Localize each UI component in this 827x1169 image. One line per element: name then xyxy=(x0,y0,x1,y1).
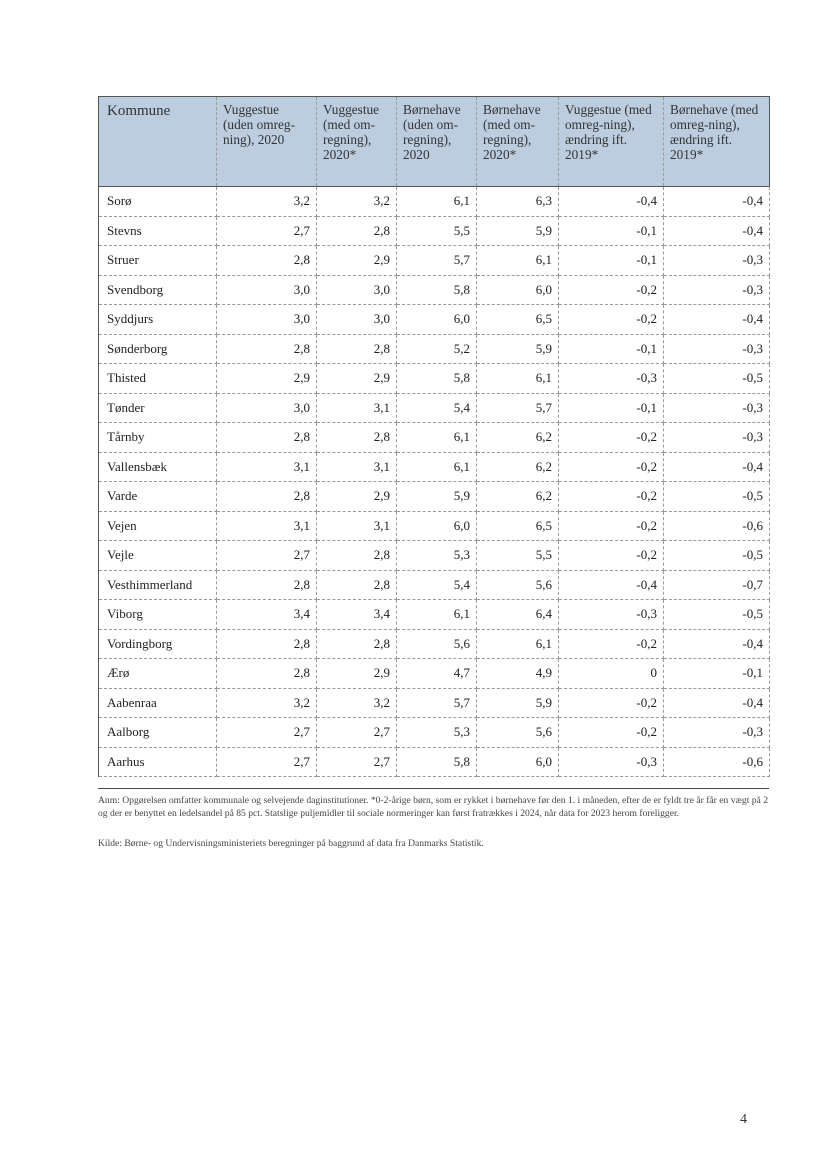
column-header: Vuggestue (uden omreg-ning), 2020 xyxy=(217,97,317,187)
value-cell: 6,0 xyxy=(477,275,559,305)
value-cell: 5,6 xyxy=(477,718,559,748)
kommune-cell: Stevns xyxy=(99,216,217,246)
value-cell: -0,1 xyxy=(559,334,664,364)
table-row xyxy=(99,629,770,659)
table-row xyxy=(99,393,770,423)
value-cell: 6,1 xyxy=(477,364,559,394)
value-cell: -0,1 xyxy=(664,659,770,689)
value-cell: 3,1 xyxy=(317,452,397,482)
value-cell: 2,8 xyxy=(317,629,397,659)
value-cell: 2,8 xyxy=(317,570,397,600)
value-cell: 6,0 xyxy=(477,747,559,777)
value-cell: 6,1 xyxy=(477,246,559,276)
value-cell: 5,5 xyxy=(477,541,559,571)
value-cell: -0,2 xyxy=(559,305,664,335)
value-cell: -0,2 xyxy=(559,688,664,718)
value-cell: -0,1 xyxy=(559,246,664,276)
value-cell: 2,8 xyxy=(217,482,317,512)
kommune-cell: Viborg xyxy=(99,600,217,630)
value-cell: 2,8 xyxy=(317,216,397,246)
table-row xyxy=(99,305,770,335)
value-cell: -0,3 xyxy=(559,747,664,777)
value-cell: 6,1 xyxy=(397,187,477,217)
value-cell: 5,6 xyxy=(477,570,559,600)
value-cell: 6,2 xyxy=(477,423,559,453)
value-cell: -0,4 xyxy=(664,629,770,659)
value-cell: 2,8 xyxy=(217,246,317,276)
value-cell: -0,4 xyxy=(664,305,770,335)
table-row xyxy=(99,511,770,541)
table-row xyxy=(99,688,770,718)
value-cell: -0,4 xyxy=(559,187,664,217)
value-cell: -0,1 xyxy=(559,216,664,246)
value-cell: -0,4 xyxy=(664,187,770,217)
value-cell: 2,8 xyxy=(317,423,397,453)
value-cell: 6,3 xyxy=(477,187,559,217)
value-cell: 5,7 xyxy=(397,246,477,276)
value-cell: -0,2 xyxy=(559,452,664,482)
value-cell: 6,5 xyxy=(477,305,559,335)
value-cell: 3,0 xyxy=(217,305,317,335)
value-cell: -0,4 xyxy=(559,570,664,600)
value-cell: 6,1 xyxy=(397,423,477,453)
kommune-cell: Ærø xyxy=(99,659,217,689)
column-header: Børnehave (med omreg-ning), ændring ift. 2019* xyxy=(664,97,770,187)
value-cell: 3,4 xyxy=(217,600,317,630)
value-cell: 3,1 xyxy=(217,511,317,541)
value-cell: -0,3 xyxy=(559,600,664,630)
value-cell: 3,2 xyxy=(217,688,317,718)
column-header: Børnehave (uden om-regning), 2020 xyxy=(397,97,477,187)
table-source: Kilde: Børne- og Undervisningsministeriets beregninger på baggrund af data fra Danmarks Statistik. xyxy=(98,838,484,849)
value-cell: -0,6 xyxy=(664,511,770,541)
value-cell: 3,4 xyxy=(317,600,397,630)
value-cell: 2,9 xyxy=(317,364,397,394)
value-cell: -0,5 xyxy=(664,600,770,630)
value-cell: 6,1 xyxy=(397,452,477,482)
value-cell: -0,1 xyxy=(559,393,664,423)
kommune-cell: Aalborg xyxy=(99,718,217,748)
column-header: Børnehave (med om-regning), 2020* xyxy=(477,97,559,187)
value-cell: 2,7 xyxy=(217,747,317,777)
value-cell: 5,9 xyxy=(477,334,559,364)
value-cell: 3,2 xyxy=(317,688,397,718)
table-row xyxy=(99,600,770,630)
table-row xyxy=(99,423,770,453)
value-cell: -0,2 xyxy=(559,423,664,453)
kommune-cell: Sorø xyxy=(99,187,217,217)
value-cell: 5,3 xyxy=(397,718,477,748)
value-cell: 3,2 xyxy=(317,187,397,217)
value-cell: 3,0 xyxy=(317,305,397,335)
value-cell: 2,7 xyxy=(217,216,317,246)
column-header: Vuggestue (med omreg-ning), ændring ift. 2019* xyxy=(559,97,664,187)
value-cell: 6,5 xyxy=(477,511,559,541)
page-number: 4 xyxy=(740,1112,747,1127)
kommune-cell: Vordingborg xyxy=(99,629,217,659)
kommune-cell: Vejle xyxy=(99,541,217,571)
kommune-cell: Thisted xyxy=(99,364,217,394)
value-cell: 0 xyxy=(559,659,664,689)
value-cell: -0,2 xyxy=(559,482,664,512)
value-cell: 6,1 xyxy=(477,629,559,659)
kommune-cell: Tønder xyxy=(99,393,217,423)
table-row xyxy=(99,570,770,600)
value-cell: 6,2 xyxy=(477,482,559,512)
value-cell: 5,9 xyxy=(397,482,477,512)
kommune-cell: Sønderborg xyxy=(99,334,217,364)
value-cell: 5,8 xyxy=(397,275,477,305)
value-cell: 3,2 xyxy=(217,187,317,217)
column-header: Vuggestue (med om-regning), 2020* xyxy=(317,97,397,187)
value-cell: 2,8 xyxy=(217,570,317,600)
value-cell: 6,0 xyxy=(397,511,477,541)
value-cell: -0,2 xyxy=(559,511,664,541)
value-cell: 2,7 xyxy=(317,718,397,748)
table-row xyxy=(99,747,770,777)
footnote-divider xyxy=(98,788,769,789)
value-cell: -0,3 xyxy=(664,246,770,276)
table-row xyxy=(99,718,770,748)
value-cell: -0,3 xyxy=(664,393,770,423)
table-row xyxy=(99,275,770,305)
value-cell: 2,9 xyxy=(217,364,317,394)
kommune-cell: Vallensbæk xyxy=(99,452,217,482)
value-cell: 5,3 xyxy=(397,541,477,571)
kommune-cell: Aabenraa xyxy=(99,688,217,718)
table-row xyxy=(99,187,770,217)
value-cell: 6,0 xyxy=(397,305,477,335)
value-cell: 5,7 xyxy=(477,393,559,423)
table-row xyxy=(99,364,770,394)
value-cell: -0,3 xyxy=(664,334,770,364)
value-cell: -0,2 xyxy=(559,275,664,305)
value-cell: 2,8 xyxy=(317,541,397,571)
table-row xyxy=(99,334,770,364)
value-cell: 2,8 xyxy=(217,659,317,689)
header-row xyxy=(99,97,770,187)
value-cell: 2,9 xyxy=(317,482,397,512)
value-cell: 5,9 xyxy=(477,216,559,246)
table-row xyxy=(99,541,770,571)
value-cell: 2,8 xyxy=(217,629,317,659)
value-cell: -0,4 xyxy=(664,688,770,718)
value-cell: 2,8 xyxy=(217,334,317,364)
normering-table xyxy=(98,96,770,777)
value-cell: 2,7 xyxy=(317,747,397,777)
value-cell: 5,4 xyxy=(397,393,477,423)
value-cell: -0,5 xyxy=(664,364,770,394)
value-cell: 5,5 xyxy=(397,216,477,246)
value-cell: 3,1 xyxy=(317,393,397,423)
value-cell: 5,8 xyxy=(397,364,477,394)
value-cell: 2,7 xyxy=(217,541,317,571)
value-cell: 5,7 xyxy=(397,688,477,718)
value-cell: -0,4 xyxy=(664,216,770,246)
column-header: Kommune xyxy=(99,97,217,187)
value-cell: 2,8 xyxy=(217,423,317,453)
value-cell: -0,2 xyxy=(559,718,664,748)
table-row xyxy=(99,246,770,276)
value-cell: -0,5 xyxy=(664,541,770,571)
table-header xyxy=(99,97,770,187)
table-row xyxy=(99,659,770,689)
value-cell: -0,3 xyxy=(664,275,770,305)
kommune-cell: Struer xyxy=(99,246,217,276)
value-cell: 3,0 xyxy=(217,393,317,423)
kommune-cell: Vejen xyxy=(99,511,217,541)
value-cell: 6,1 xyxy=(397,600,477,630)
value-cell: 5,4 xyxy=(397,570,477,600)
value-cell: 2,7 xyxy=(217,718,317,748)
value-cell: 4,9 xyxy=(477,659,559,689)
value-cell: -0,3 xyxy=(664,718,770,748)
value-cell: 5,6 xyxy=(397,629,477,659)
value-cell: 4,7 xyxy=(397,659,477,689)
value-cell: 5,8 xyxy=(397,747,477,777)
value-cell: -0,3 xyxy=(664,423,770,453)
kommune-cell: Varde xyxy=(99,482,217,512)
value-cell: -0,7 xyxy=(664,570,770,600)
value-cell: 6,2 xyxy=(477,452,559,482)
kommune-cell: Syddjurs xyxy=(99,305,217,335)
value-cell: 5,9 xyxy=(477,688,559,718)
table-body xyxy=(99,187,770,777)
value-cell: 3,0 xyxy=(317,275,397,305)
value-cell: 5,2 xyxy=(397,334,477,364)
kommune-cell: Aarhus xyxy=(99,747,217,777)
value-cell: -0,2 xyxy=(559,541,664,571)
table-row xyxy=(99,216,770,246)
table-row xyxy=(99,482,770,512)
value-cell: -0,4 xyxy=(664,452,770,482)
value-cell: -0,3 xyxy=(559,364,664,394)
value-cell: 6,4 xyxy=(477,600,559,630)
value-cell: 3,0 xyxy=(217,275,317,305)
value-cell: 2,8 xyxy=(317,334,397,364)
value-cell: -0,6 xyxy=(664,747,770,777)
value-cell: -0,2 xyxy=(559,629,664,659)
table-note: Anm: Opgørelsen omfatter kommunale og selvejende daginstitutioner. *0-2-årige børn, som er rykket i børnehave før den 1. i måneden, efter de er fyldt tre år får en vægt på 2 og der er benyttet en ledelsandel på 85 pct. Statslige puljemidler til sociale normeringer kan først fratrækkes i 2024, når data for 2023 herom foreligger. xyxy=(98,795,769,819)
kommune-cell: Vesthimmerland xyxy=(99,570,217,600)
value-cell: 2,9 xyxy=(317,246,397,276)
value-cell: -0,5 xyxy=(664,482,770,512)
kommune-cell: Tårnby xyxy=(99,423,217,453)
value-cell: 3,1 xyxy=(217,452,317,482)
kommune-cell: Svendborg xyxy=(99,275,217,305)
value-cell: 3,1 xyxy=(317,511,397,541)
value-cell: 2,9 xyxy=(317,659,397,689)
table-row xyxy=(99,452,770,482)
